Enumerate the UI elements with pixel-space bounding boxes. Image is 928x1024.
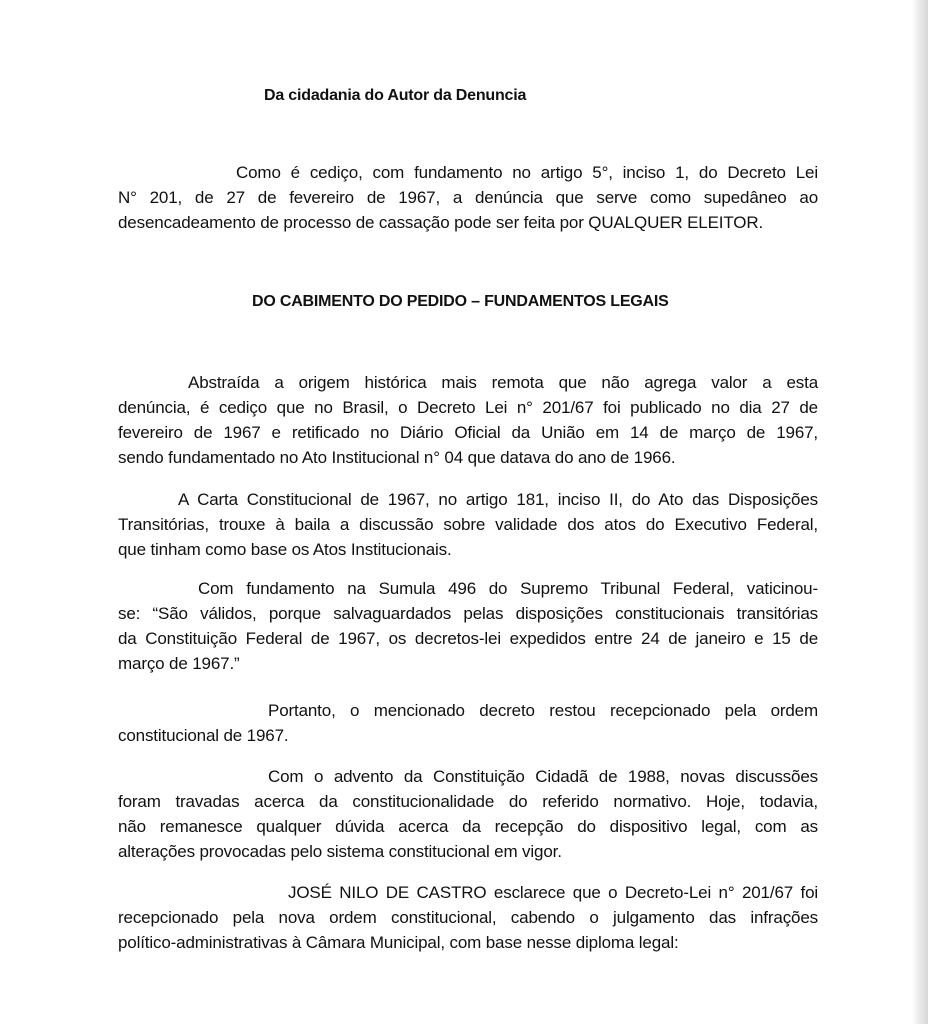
paragraph-carta xyxy=(118,487,818,562)
paragraph-line: político-administrativas à Câmara Municipal, com base nesse diploma legal: xyxy=(118,933,679,952)
paragraph-line: Com o advento da Constituição Cidadã de 1988, novas discussões xyxy=(268,767,818,786)
paragraph-constituicao-1988 xyxy=(118,764,818,864)
paragraph-line: fevereiro de 1967 e retificado no Diário Oficial da União em 14 de março de 1967, xyxy=(118,423,818,442)
paragraph-nilo-de-castro xyxy=(118,880,818,955)
paragraph-line: Portanto, o mencionado decreto restou recepcionado pela ordem xyxy=(268,701,818,720)
paragraph-line: constitucional de 1967. xyxy=(118,726,289,745)
paragraph-line: Como é cediço, com fundamento no artigo 5°, inciso 1, do Decreto Lei xyxy=(236,163,818,182)
paragraph-line: N° 201, de 27 de fevereiro de 1967, a denúncia que serve como supedâneo ao xyxy=(118,188,818,207)
heading-cabimento: DO CABIMENTO DO PEDIDO – FUNDAMENTOS LEGAIS xyxy=(252,293,669,310)
paragraph-line: denúncia, é cediço que no Brasil, o Decreto Lei n° 201/67 foi publicado no dia 27 de xyxy=(118,398,818,417)
paragraph-sumula xyxy=(118,576,818,676)
paragraph-line: A Carta Constitucional de 1967, no artigo 181, inciso II, do Ato das Disposições xyxy=(178,490,818,509)
paragraph-line: março de 1967.” xyxy=(118,654,240,673)
paragraph-line: alterações provocadas pelo sistema constitucional em vigor. xyxy=(118,842,562,861)
paragraph-line: não remanesce qualquer dúvida acerca da recepção do dispositivo legal, com as xyxy=(118,817,818,836)
page-edge-shadow xyxy=(912,0,928,1024)
paragraph-line: Abstraída a origem histórica mais remota que não agrega valor a esta xyxy=(188,373,818,392)
paragraph-origem xyxy=(118,370,818,470)
paragraph-line: desencadeamento de processo de cassação pode ser feita por QUALQUER ELEITOR. xyxy=(118,213,764,232)
paragraph-line: JOSÉ NILO DE CASTRO esclarece que o Decreto-Lei n° 201/67 foi xyxy=(288,883,818,902)
paragraph-line: recepcionado pela nova ordem constitucional, cabendo o julgamento das infrações xyxy=(118,908,818,927)
paragraph-eleitor xyxy=(118,160,818,235)
paragraph-line: se: “São válidos, porque salvaguardados pelas disposições constitucionais transitórias xyxy=(118,604,818,623)
paragraph-line: Transitórias, trouxe à baila a discussão sobre validade dos atos do Executivo Federal, xyxy=(118,515,818,534)
paragraph-line: Com fundamento na Sumula 496 do Supremo Tribunal Federal, vaticinou- xyxy=(198,579,818,598)
paragraph-line: que tinham como base os Atos Institucionais. xyxy=(118,540,452,559)
paragraph-line: da Constituição Federal de 1967, os decretos-lei expedidos entre 24 de janeiro e 15 de xyxy=(118,629,818,648)
paragraph-line: foram travadas acerca da constitucionalidade do referido normativo. Hoje, todavia, xyxy=(118,792,818,811)
paragraph-line: sendo fundamentado no Ato Institucional n° 04 que datava do ano de 1966. xyxy=(118,448,676,467)
paragraph-portanto xyxy=(118,698,818,748)
heading-citizenship: Da cidadania do Autor da Denuncia xyxy=(264,87,527,104)
